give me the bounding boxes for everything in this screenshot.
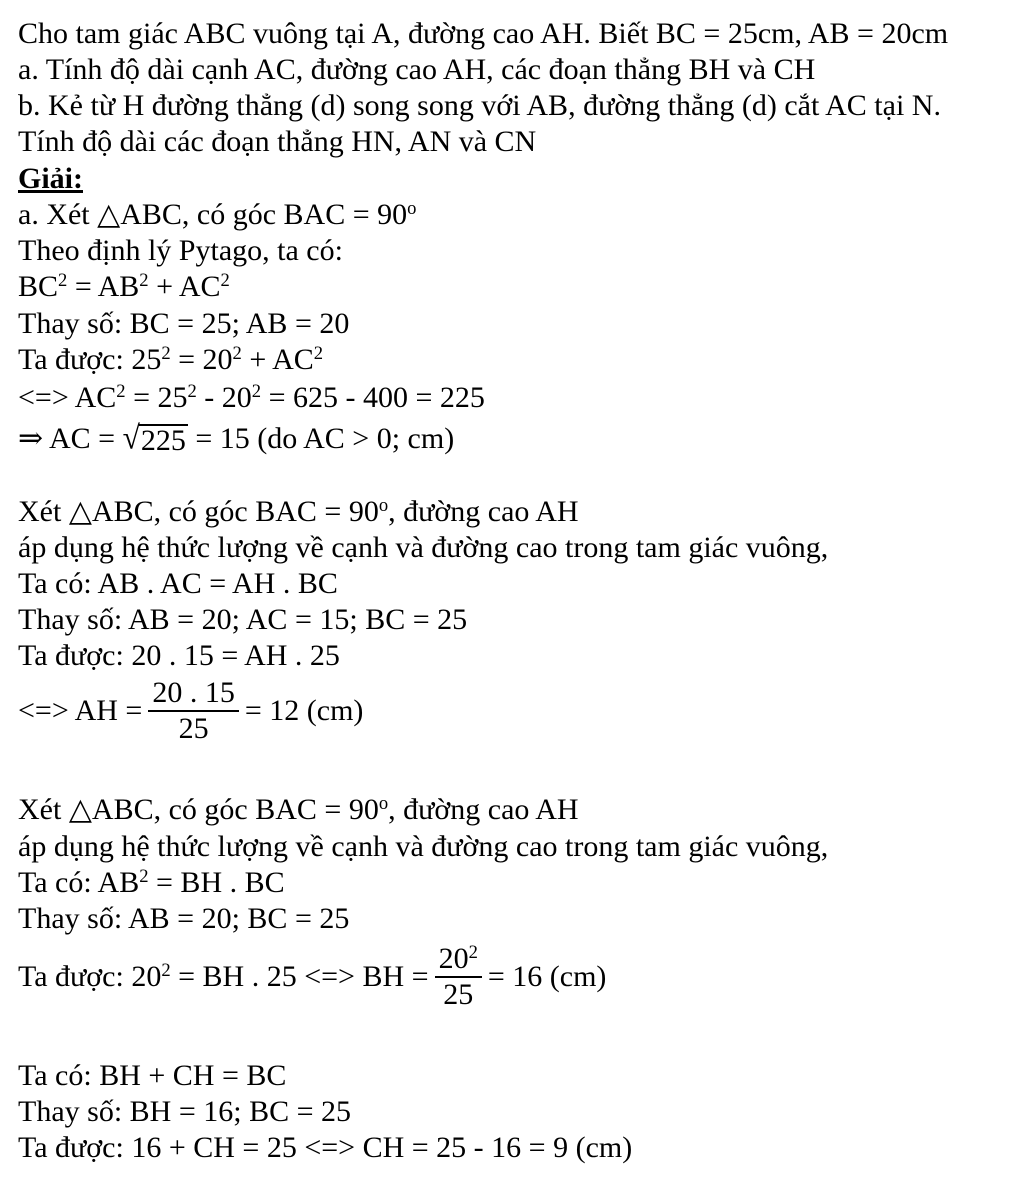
text: Xét [18, 495, 69, 528]
text: <=> AH = [18, 694, 143, 727]
exponent: 2 [58, 269, 68, 291]
radical-sign: √ [122, 419, 140, 456]
exponent: 2 [116, 380, 126, 402]
text: = BH . BC [148, 866, 285, 899]
a4-line-2: Thay số: BH = 16; BC = 25 [18, 1095, 352, 1128]
text: + AC [241, 343, 314, 376]
exponent: 2 [313, 342, 324, 364]
a1-line-4: Thay số: BC = 25; AB = 20 [18, 307, 350, 340]
text [18, 960, 429, 994]
a2-line-6 [18, 676, 363, 746]
degree-mark: o [378, 494, 389, 516]
text: = AB [67, 270, 140, 303]
text: ⇒ AC = [18, 422, 123, 455]
a3-line-3 [18, 865, 285, 901]
text: + AC [148, 270, 221, 303]
a1-line-1 [18, 197, 416, 233]
text: ABC, có góc BAC = 90 [91, 495, 379, 528]
text: 20 [438, 942, 469, 975]
triangle-symbol: △ [68, 793, 92, 826]
text: , đường cao AH [388, 495, 579, 528]
text: ABC, có góc BAC = 90 [120, 198, 408, 231]
a2-line-3: Ta có: AB . AC = AH . BC [18, 567, 338, 600]
problem-line-4: Tính độ dài các đoạn thẳng HN, AN và CN [18, 125, 537, 158]
degree-mark: o [378, 792, 389, 814]
fraction-numerator: 20 . 15 [152, 676, 235, 709]
a3-line-4: Thay số: AB = 20; BC = 25 [18, 902, 350, 935]
a3-line-1 [18, 792, 579, 828]
exponent: 2 [161, 342, 171, 364]
exponent: 2 [139, 865, 149, 887]
fraction [148, 676, 239, 746]
problem-line-1: Cho tam giác ABC vuông tại A, đường cao AH. Biết BC = 25cm, AB = 20cm [18, 17, 949, 50]
square-root [123, 420, 188, 456]
text: a. Xét [18, 198, 98, 231]
text: BC [18, 270, 59, 303]
a4-line-1: Ta có: BH + CH = BC [18, 1059, 287, 1092]
fraction-denominator: 25 [443, 978, 474, 1011]
a1-line-5 [18, 342, 323, 378]
text: = 15 (do AC > 0; cm) [187, 422, 455, 455]
degree-mark: o [407, 197, 417, 219]
text: = 12 (cm) [244, 694, 364, 727]
text: ABC, có góc BAC = 90 [91, 793, 379, 826]
a1-line-7 [18, 420, 454, 456]
a4-line-3: Ta được: 16 + CH = 25 <=> CH = 25 - 16 = 9 (cm) [18, 1131, 633, 1164]
exponent: 2 [468, 941, 478, 963]
text: Xét [18, 793, 69, 826]
text: Ta có: AB [18, 866, 140, 899]
exponent: 2 [251, 380, 262, 402]
exponent: 2 [220, 269, 230, 291]
a2-line-1 [18, 494, 579, 530]
problem-line-2: a. Tính độ dài cạnh AC, đường cao AH, các đoạn thẳng BH và CH [18, 53, 816, 86]
a1-line-6 [18, 380, 485, 416]
text: = 25 [125, 381, 188, 414]
a1-line-3 [18, 269, 230, 305]
fraction-numerator [435, 942, 482, 976]
exponent: 2 [232, 342, 242, 364]
exponent: 2 [187, 380, 197, 402]
a2-line-2: áp dụng hệ thức lượng về cạnh và đường cao trong tam giác vuông, [18, 531, 829, 564]
a3-line-5 [18, 942, 606, 1012]
a2-line-5: Ta được: 20 . 15 = AH . 25 [18, 639, 340, 672]
fraction-denominator: 25 [178, 712, 209, 745]
text: = BH . 25 <=> BH = [170, 960, 429, 993]
text: - 20 [196, 381, 252, 414]
triangle-symbol: △ [97, 198, 121, 231]
exponent: 2 [161, 959, 171, 981]
radicand: 225 [140, 424, 186, 457]
a3-line-2: áp dụng hệ thức lượng về cạnh và đường cao trong tam giác vuông, [18, 830, 829, 863]
text: Ta được: 25 [18, 343, 162, 376]
text: = 16 (cm) [487, 960, 607, 993]
fraction [435, 942, 482, 1012]
a2-line-4: Thay số: AB = 20; AC = 15; BC = 25 [18, 603, 468, 636]
exponent: 2 [139, 269, 149, 291]
problem-line-3: b. Kẻ từ H đường thẳng (d) song song với AB, đường thẳng (d) cắt AC tại N. [18, 89, 941, 122]
text: = 625 - 400 = 225 [261, 381, 485, 414]
text: <=> AC [18, 381, 117, 414]
text: Ta được: 20 [18, 960, 162, 993]
solution-heading: Giải: [18, 162, 83, 195]
text: , đường cao AH [388, 793, 579, 826]
triangle-symbol: △ [68, 495, 92, 528]
text: = 20 [170, 343, 233, 376]
a1-line-2: Theo định lý Pytago, ta có: [18, 234, 343, 267]
